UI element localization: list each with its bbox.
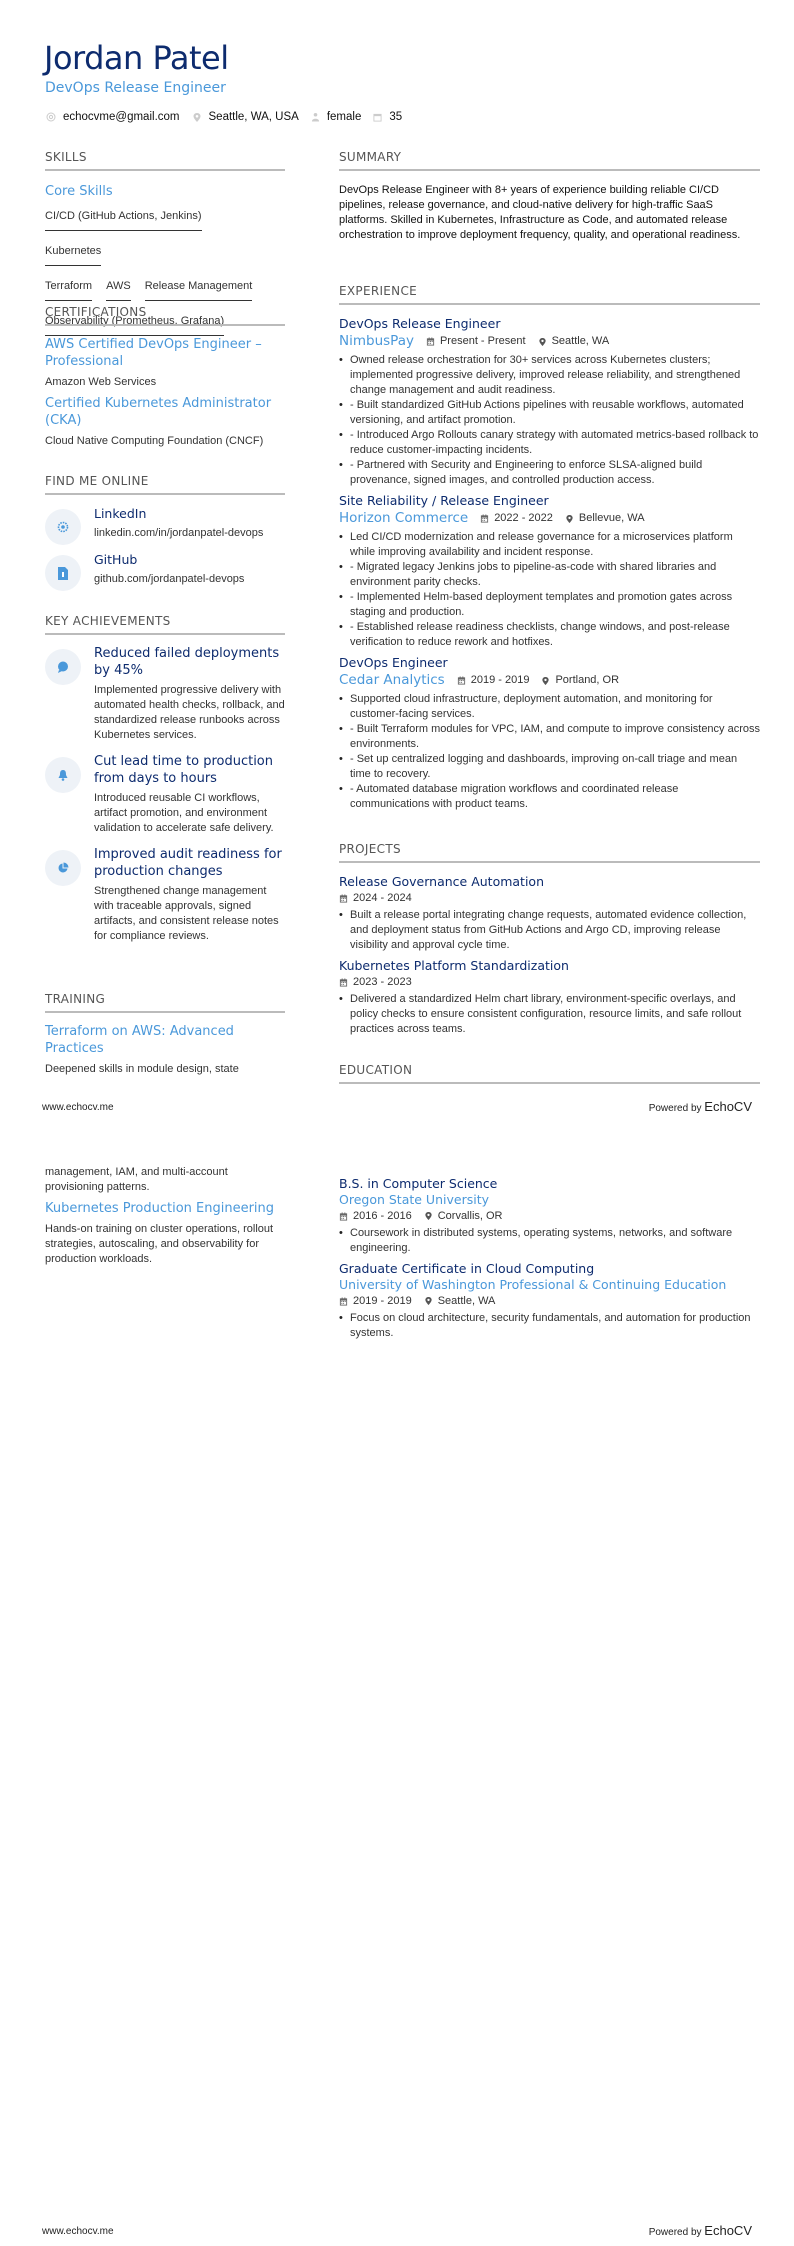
education-dates: 2019 - 2019 bbox=[353, 1295, 412, 1307]
project-bullets bbox=[339, 908, 760, 953]
chat-bubble-icon bbox=[45, 649, 81, 685]
bullet-item: • - Set up centralized logging and dashboards, improving on-call triage and mean time to recovery. bbox=[339, 752, 760, 782]
resume-page-2 bbox=[0, 1123, 794, 2246]
calendar-icon bbox=[373, 113, 382, 122]
job-bullets bbox=[339, 692, 760, 812]
contact-location bbox=[192, 109, 299, 125]
contact-email[interactable] bbox=[46, 109, 180, 125]
project-title: Kubernetes Platform Standardization bbox=[339, 958, 569, 973]
candidate-name: Jordan Patel bbox=[44, 39, 229, 77]
contact-gender bbox=[311, 109, 362, 125]
find-me-online-section bbox=[45, 473, 285, 597]
bullet-item: • - Established release readiness checklists, change windows, and post-release verification to reduce rework and hotfixes. bbox=[339, 620, 760, 650]
training-text: Deepened skills in module design, state bbox=[45, 1063, 239, 1075]
education-location: Seattle, WA bbox=[437, 1295, 496, 1307]
achievement-title: Reduced failed deployments by 45% bbox=[94, 646, 280, 678]
job-bullets bbox=[339, 530, 760, 650]
section-heading-skills: SKILLS bbox=[45, 149, 285, 171]
education-dates: 2016 - 2016 bbox=[353, 1210, 412, 1222]
powered-by-text: Powered by bbox=[648, 1103, 702, 1114]
calendar-icon bbox=[339, 894, 348, 903]
project-dates: 2023 - 2023 bbox=[353, 976, 412, 988]
brand-logo-text: EchoCV bbox=[704, 2223, 752, 2238]
education-bullets bbox=[339, 1311, 760, 1341]
calendar-icon bbox=[480, 514, 489, 523]
achievement-text: Introduced reusable CI workflows, artifact promotion, and environment validation to accelerate safe delivery. bbox=[94, 792, 274, 834]
section-heading-projects: PROJECTS bbox=[339, 841, 760, 863]
online-label: LinkedIn bbox=[94, 506, 147, 521]
bullet-item: • Coursework in distributed systems, operating systems, networks, and software engineering. bbox=[339, 1226, 760, 1256]
certification-item bbox=[45, 395, 285, 449]
bullet-item: • - Built Terraform modules for VPC, IAM, and compute to improve consistency across environments. bbox=[339, 722, 760, 752]
location-pin-icon bbox=[424, 1211, 433, 1221]
section-heading-find-me-online: FIND ME ONLINE bbox=[45, 473, 285, 495]
achievement-item bbox=[45, 753, 285, 840]
experience-section bbox=[339, 283, 760, 816]
degree: Graduate Certificate in Cloud Computing bbox=[339, 1261, 595, 1276]
training-section bbox=[45, 991, 285, 1077]
at-icon bbox=[46, 112, 56, 122]
online-url[interactable]: linkedin.com/in/jordanpatel-devops bbox=[94, 527, 264, 539]
calendar-icon bbox=[339, 1297, 348, 1306]
bullet-item: • - Partnered with Security and Engineering to enforce SLSA-aligned build provenance, signed images, and controlled production access. bbox=[339, 458, 760, 488]
education-section bbox=[339, 1062, 760, 1094]
degree: B.S. in Computer Science bbox=[339, 1176, 498, 1191]
bullet-item: • Supported cloud infrastructure, deployment automation, and monitoring for customer-facing services. bbox=[339, 692, 760, 722]
section-heading-education: EDUCATION bbox=[339, 1062, 760, 1084]
bullet-item: • - Built standardized GitHub Actions pipelines with reusable workflows, automated versioning, and artifact promotion. bbox=[339, 398, 760, 428]
achievement-text: Implemented progressive delivery with automated health checks, rollback, and standardized release runbooks across Kubernetes services. bbox=[94, 684, 285, 741]
company-name: Horizon Commerce bbox=[339, 510, 469, 526]
email-text: echocvme@gmail.com bbox=[63, 111, 180, 123]
section-heading-training: TRAINING bbox=[45, 991, 285, 1013]
section-heading-summary: SUMMARY bbox=[339, 149, 760, 171]
footer-powered-by bbox=[649, 2223, 752, 2238]
skill-tag: CI/CD (GitHub Actions, Jenkins) bbox=[45, 210, 202, 231]
company-name: Cedar Analytics bbox=[339, 672, 445, 688]
certification-name: Certified Kubernetes Administrator (CKA) bbox=[45, 396, 272, 428]
pie-chart-icon bbox=[45, 850, 81, 886]
achievement-text: Strengthened change management with traceable approvals, signed artifacts, and consistent release notes for compliance reviews. bbox=[94, 885, 279, 942]
person-icon bbox=[311, 112, 320, 122]
gender-text: female bbox=[326, 111, 362, 123]
job-dates: 2022 - 2022 bbox=[494, 512, 553, 524]
powered-by-text: Powered by bbox=[648, 2227, 702, 2238]
experience-item bbox=[339, 492, 760, 650]
certifications-section bbox=[45, 304, 285, 454]
education-item bbox=[339, 1260, 760, 1341]
project-dates: 2024 - 2024 bbox=[353, 892, 412, 904]
skill-tag: Kubernetes bbox=[45, 245, 101, 266]
school: Oregon State University bbox=[339, 1192, 489, 1207]
online-url[interactable]: github.com/jordanpatel-devops bbox=[94, 573, 245, 585]
online-label: GitHub bbox=[94, 552, 138, 567]
certification-issuer: Cloud Native Computing Foundation (CNCF) bbox=[45, 435, 264, 447]
achievement-item bbox=[45, 846, 285, 948]
job-dates: 2019 - 2019 bbox=[470, 674, 530, 686]
company-name: NimbusPay bbox=[339, 333, 414, 349]
job-title: DevOps Engineer bbox=[339, 655, 448, 670]
experience-item bbox=[339, 315, 760, 488]
candidate-title: DevOps Release Engineer bbox=[45, 80, 226, 96]
github-icon bbox=[45, 555, 81, 591]
skill-tag: AWS bbox=[106, 280, 131, 301]
projects-section bbox=[339, 841, 760, 1041]
bullet-item: • Delivered a standardized Helm chart library, environment-specific overlays, and policy checks to ensure consistent configuration, resource limits, and safe rollout practices across teams. bbox=[339, 992, 760, 1037]
location-pin-icon bbox=[192, 112, 202, 123]
contact-age bbox=[373, 109, 402, 125]
project-title: Release Governance Automation bbox=[339, 874, 544, 889]
job-location: Bellevue, WA bbox=[578, 512, 645, 524]
certification-issuer: Amazon Web Services bbox=[45, 376, 157, 388]
bullet-item: • - Introduced Argo Rollouts canary strategy with automated metrics-based rollback to reduce customer-impacting incidents. bbox=[339, 428, 760, 458]
education-item bbox=[339, 1175, 760, 1256]
calendar-icon bbox=[339, 1212, 348, 1221]
bullet-item: • - Automated database migration workflows and coordinated release communications with product teams. bbox=[339, 782, 760, 812]
bullet-item: • Led CI/CD modernization and release governance for a microservices platform while improving availability and incident response. bbox=[339, 530, 760, 560]
online-link-github[interactable] bbox=[45, 551, 285, 591]
bullet-item: • - Migrated legacy Jenkins jobs to pipeline-as-code with shared libraries and environment parity checks. bbox=[339, 560, 760, 590]
location-text: Seattle, WA, USA bbox=[208, 111, 299, 123]
summary-text: DevOps Release Engineer with 8+ years of experience building reliable CI/CD pipelines, release governance, and cloud-native delivery for high-traffic SaaS platforms. Skilled in Kubernetes, Infrastructure as Code, and automated release orchestration to improve deployment frequency, quality, and operational readiness. bbox=[339, 184, 741, 241]
bullet-item: • Focus on cloud architecture, security fundamentals, and automation for production systems. bbox=[339, 1311, 760, 1341]
achievement-title: Cut lead time to production from days to hours bbox=[94, 754, 273, 786]
school: University of Washington Professional & Continuing Education bbox=[339, 1277, 727, 1292]
contact-row bbox=[46, 109, 414, 125]
project-item bbox=[339, 873, 760, 953]
education-section-continued bbox=[339, 1175, 760, 1345]
certification-item bbox=[45, 336, 285, 390]
job-location: Portland, OR bbox=[555, 674, 620, 686]
job-dates: Present - Present bbox=[439, 335, 526, 347]
bell-icon bbox=[45, 757, 81, 793]
section-heading-experience: EXPERIENCE bbox=[339, 283, 760, 305]
brand-logo-text: EchoCV bbox=[704, 1099, 752, 1114]
online-link-linkedin[interactable] bbox=[45, 505, 285, 545]
education-location: Corvallis, OR bbox=[437, 1210, 503, 1222]
section-heading-key-achievements: KEY ACHIEVEMENTS bbox=[45, 613, 285, 635]
calendar-icon bbox=[426, 337, 435, 346]
job-location: Seattle, WA bbox=[551, 335, 610, 347]
project-item bbox=[339, 957, 760, 1037]
skill-tag: Observability (Prometheus, Grafana) bbox=[45, 315, 224, 336]
training-text: management, IAM, and multi-account provisioning patterns. bbox=[45, 1166, 228, 1193]
bullet-item: • Built a release portal integrating change requests, automated evidence collection, and deployment status from GitHub Actions and Argo CD, improving release visibility and approval cycle time. bbox=[339, 908, 760, 953]
footer-site-link[interactable]: www.echocv.me bbox=[42, 1102, 114, 1113]
job-bullets bbox=[339, 353, 760, 488]
training-title: Terraform on AWS: Advanced Practices bbox=[45, 1024, 234, 1056]
achievement-item bbox=[45, 645, 285, 747]
location-pin-icon bbox=[541, 676, 550, 686]
job-title: DevOps Release Engineer bbox=[339, 316, 501, 331]
section-heading-certifications: CERTIFICATIONS bbox=[45, 304, 285, 326]
summary-section bbox=[339, 149, 760, 243]
training-title: Kubernetes Production Engineering bbox=[45, 1201, 275, 1216]
skill-group-title: Core Skills bbox=[45, 184, 113, 199]
calendar-icon bbox=[457, 676, 466, 685]
bullet-item: • - Implemented Helm-based deployment templates and promotion gates across staging and production. bbox=[339, 590, 760, 620]
age-text: 35 bbox=[389, 111, 403, 123]
experience-item bbox=[339, 654, 760, 812]
footer-powered-by bbox=[649, 1099, 752, 1114]
job-title: Site Reliability / Release Engineer bbox=[339, 493, 549, 508]
key-achievements-section bbox=[45, 613, 285, 954]
footer-site-link[interactable]: www.echocv.me bbox=[42, 2226, 114, 2237]
skill-tag: Release Management bbox=[145, 280, 253, 301]
certification-name: AWS Certified DevOps Engineer – Professional bbox=[45, 337, 262, 369]
linkedin-icon bbox=[45, 509, 81, 545]
location-pin-icon bbox=[538, 337, 547, 347]
location-pin-icon bbox=[424, 1296, 433, 1306]
skill-tag: Terraform bbox=[45, 280, 92, 301]
calendar-icon bbox=[339, 978, 348, 987]
training-text: Hands-on training on cluster operations, rollout strategies, autoscaling, and observability for production workloads. bbox=[45, 1223, 274, 1265]
education-bullets bbox=[339, 1226, 760, 1256]
achievement-title: Improved audit readiness for production changes bbox=[94, 847, 282, 879]
training-section-continued bbox=[45, 1165, 285, 1267]
project-bullets bbox=[339, 992, 760, 1037]
bullet-item: • Owned release orchestration for 30+ services across Kubernetes clusters; implemented progressive delivery, improved release reliability, and strengthened change management and audit readiness. bbox=[339, 353, 760, 398]
location-pin-icon bbox=[565, 514, 574, 524]
